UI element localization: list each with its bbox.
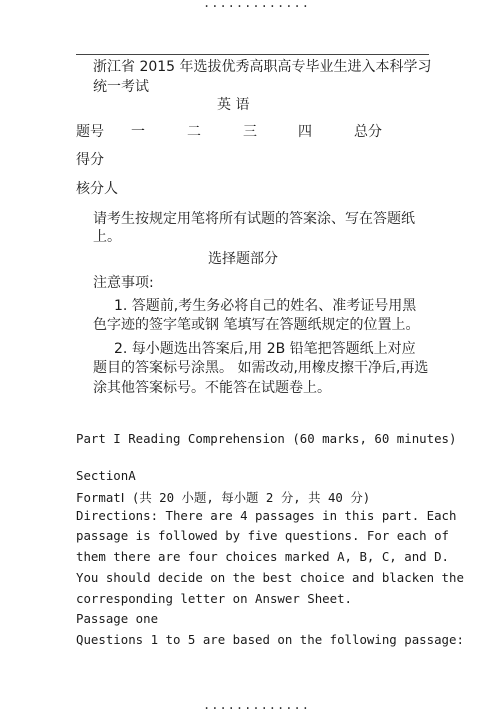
directions-line-4: You should decide on the best choice and blacken the xyxy=(76,570,464,585)
subject-title: 英 语 xyxy=(217,97,250,113)
notice-title: 注意事项: xyxy=(93,275,154,291)
column-2-label: 二 xyxy=(187,124,201,140)
column-1-label: 一 xyxy=(131,124,145,140)
passage-title: Passage one xyxy=(76,611,159,626)
directions-line-2: passage is followed by five questions. For each of xyxy=(76,528,449,543)
notice-item2-line3: 涂其他答案标号。不能答在试题卷上。 xyxy=(93,380,331,396)
directions-line-3: them there are four choices marked A, B, C, and D. xyxy=(76,549,449,564)
part1-heading: Part I Reading Comprehension (60 marks, 60 minutes) xyxy=(76,431,457,446)
page-top-dots: ............. xyxy=(203,0,310,10)
questions-intro: Questions 1 to 5 are based on the following passage: xyxy=(76,632,464,647)
checker-row-label: 核分人 xyxy=(76,181,118,197)
section-a-label: SectionA xyxy=(76,468,136,483)
row-header-label: 题号 xyxy=(76,124,104,140)
top-rule xyxy=(76,54,429,55)
column-total-label: 总分 xyxy=(354,124,382,140)
notice-item2-line1: 2. 每小题选出答案后,用 2B 铅笔把答题纸上对应 xyxy=(114,341,416,357)
column-3-label: 三 xyxy=(243,124,257,140)
page-bottom-dots: ............. xyxy=(203,698,310,712)
format-label: FormatⅠ (共 20 小题, 每小题 2 分, 共 40 分) xyxy=(76,490,371,505)
notice-item1-line1: 1. 答题前,考生务必将自己的姓名、准考证号用黑 xyxy=(114,298,417,314)
directions-line-1: Directions: There are 4 passages in this part. Each xyxy=(76,508,457,523)
exam-title-line2: 统一考试 xyxy=(93,79,149,95)
notice-item1-line2: 色字迹的签字笔或钢 笔填写在答题纸规定的位置上。 xyxy=(93,317,420,333)
column-4-label: 四 xyxy=(298,124,312,140)
notice-item2-line2: 题目的答案标号涂黑。 如需改动,用橡皮擦干净后,再选 xyxy=(93,360,429,376)
score-table-header-row xyxy=(0,121,504,143)
exam-title-line1: 浙江省 2015 年选拔优秀高职高专毕业生进入本科学习 xyxy=(93,59,432,75)
score-row-label: 得分 xyxy=(76,152,104,168)
directions-line-5: corresponding letter on Answer Sheet. xyxy=(76,591,353,606)
instruction-line2: 上。 xyxy=(93,229,121,245)
section-heading: 选择题部分 xyxy=(208,251,278,267)
instruction-line1: 请考生按规定用笔将所有试题的答案涂、写在答题纸 xyxy=(93,211,415,227)
